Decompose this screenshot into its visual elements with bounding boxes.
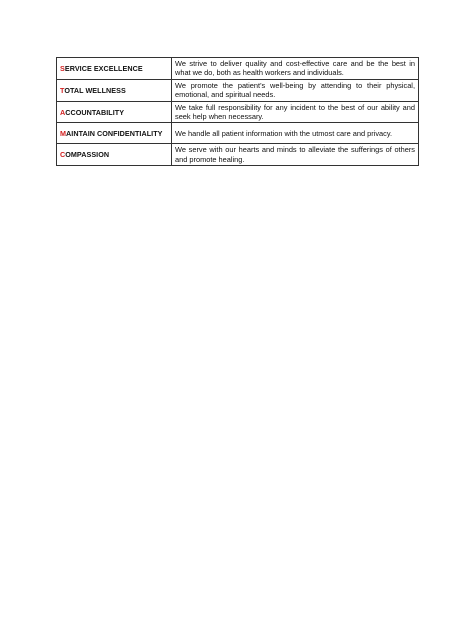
value-name-service-excellence <box>57 58 172 80</box>
value-initial: S <box>60 63 65 73</box>
value-initial: A <box>60 107 66 117</box>
value-description: We promote the patient’s well-being by attending to their physical, emotional, and spiritual needs. <box>172 79 419 101</box>
table-row <box>57 144 419 166</box>
value-name-rest: OMPASSION <box>65 150 110 160</box>
value-name-rest: CCOUNTABILITY <box>65 107 125 117</box>
value-name-compassion <box>57 144 172 166</box>
value-description: We take full responsibility for any incident to the best of our ability and seek help when necessary. <box>172 101 419 123</box>
value-initial: C <box>60 150 66 160</box>
core-values-table <box>56 57 419 166</box>
value-name-total-wellness <box>57 79 172 101</box>
table-row <box>57 101 419 123</box>
value-name-rest: ERVICE EXCELLENCE <box>64 63 143 73</box>
table-row <box>57 58 419 80</box>
table-row <box>57 79 419 101</box>
value-description: We handle all patient information with the utmost care and privacy. <box>172 123 419 144</box>
value-description: We serve with our hearts and minds to alleviate the sufferings of others and promote healing. <box>172 144 419 166</box>
value-description: We strive to deliver quality and cost-effective care and be the best in what we do, both as health workers and individuals. <box>172 58 419 80</box>
value-name-accountability <box>57 101 172 123</box>
value-initial: T <box>60 85 65 95</box>
value-name-rest: OTAL WELLNESS <box>64 85 126 95</box>
value-initial: M <box>60 128 67 138</box>
table-row <box>57 123 419 144</box>
value-name-maintain-confidentiality <box>57 123 172 144</box>
value-name-rest: AINTAIN CONFIDENTIALITY <box>66 128 163 138</box>
